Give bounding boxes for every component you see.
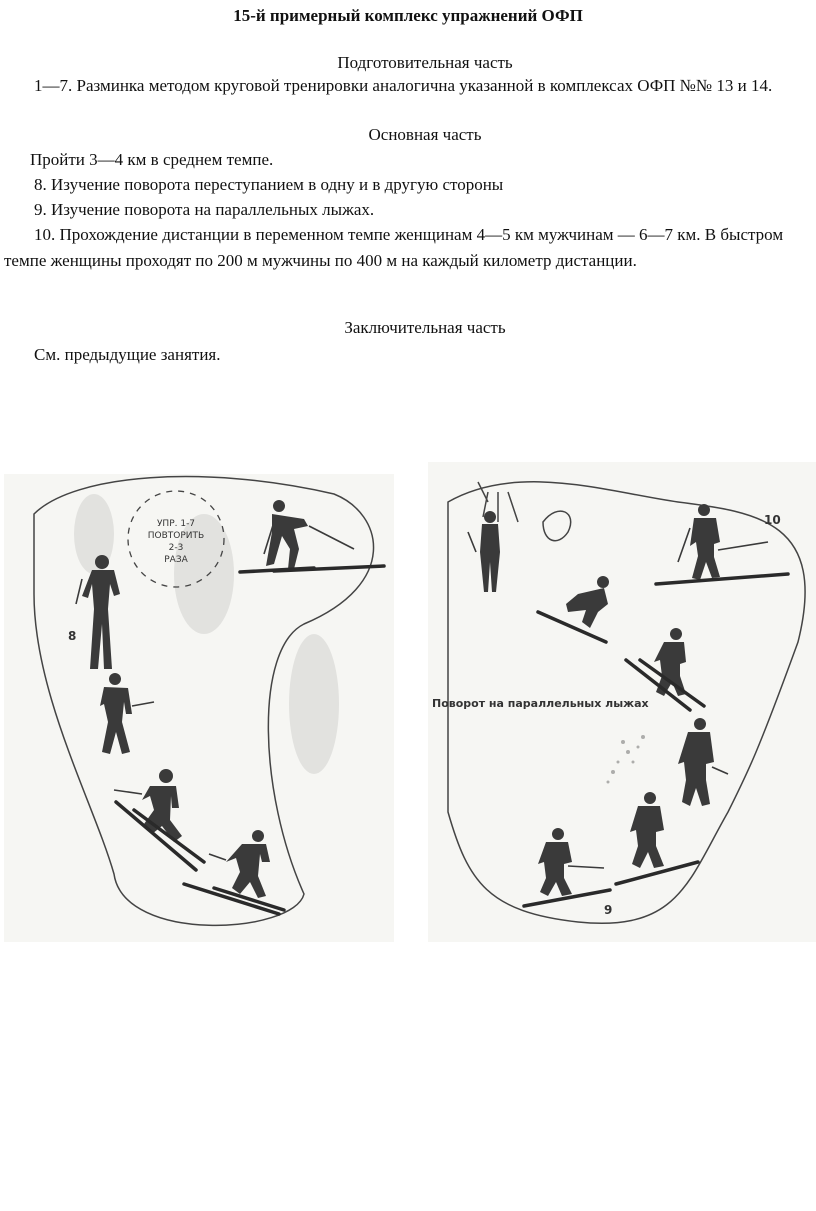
ski-illustration-right	[428, 462, 816, 942]
paragraph-distance: Пройти 3—4 км в среднем темпе.	[30, 150, 274, 169]
paragraph-warmup: 1—7. Разминка методом круговой тренировки аналогична указанной в комплексах ОФП №№ 13 и 14.	[34, 76, 773, 95]
skier-middle	[100, 673, 154, 754]
skier-top-right	[240, 500, 384, 572]
paragraph-final: См. предыдущие занятия.	[34, 345, 221, 364]
paragraph-item-8: 8. Изучение поворота переступанием в одну и в другую стороны	[34, 175, 504, 194]
skier-descend-3	[616, 792, 698, 884]
figure-number-9: 9	[604, 903, 613, 917]
skier-lower-1	[114, 769, 204, 870]
circle-line-1: УПР. 1-7	[156, 519, 196, 529]
circle-line-2: ПОВТОРИТЬ	[147, 531, 205, 541]
skier-descend-4	[524, 828, 610, 906]
skier-lower-2	[184, 830, 284, 914]
skier-crouch	[538, 576, 609, 642]
figure-caption: Поворот на параллельных лыжах	[432, 697, 649, 710]
figure-turn-stepping	[4, 474, 394, 942]
document-title: 15-й примерный комплекс упражнений ОФП	[233, 6, 583, 25]
section-heading-preparatory: Подготовительная часть	[337, 53, 513, 72]
snow-spray	[607, 735, 646, 784]
circle-line-4: РАЗА	[164, 555, 188, 565]
circle-line-3: 2-3	[168, 543, 184, 553]
ski-illustration-left	[4, 474, 394, 942]
figure-parallel-turn	[428, 462, 816, 942]
figure-standing	[76, 555, 120, 669]
figure-number-8: 8	[68, 629, 77, 643]
paragraph-item-9: 9. Изучение поворота на параллельных лыжах.	[34, 200, 375, 219]
skier-descend-2	[678, 718, 728, 806]
section-heading-main: Основная часть	[368, 125, 482, 144]
shower-figure	[468, 482, 518, 592]
section-heading-final: Заключительная часть	[344, 318, 506, 337]
figure-number-10: 10	[764, 513, 781, 527]
paragraph-item-10: 10. Прохождение дистанции в переменном темпе женщинам 4—5 км мужчинам — 6—7 км. В быстром темпе женщины проходят по 200 м мужчины по 400 м на каждый километр дистанции.	[4, 225, 784, 270]
